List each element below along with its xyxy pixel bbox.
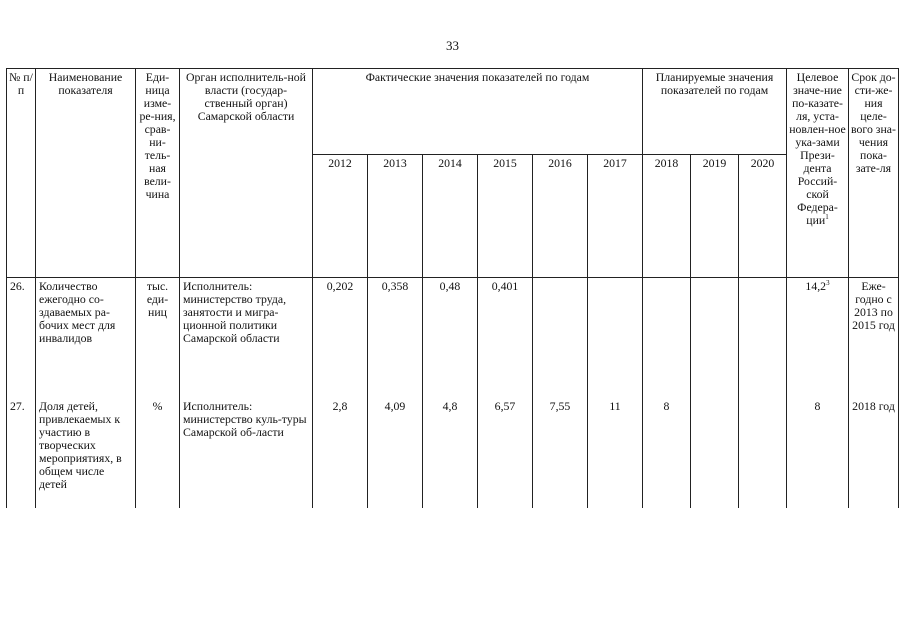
plan-value — [643, 278, 691, 399]
deadline-value: Еже-годно с 2013 по 2015 год — [849, 278, 899, 399]
year-header: 2012 — [313, 155, 368, 278]
year-header: 2018 — [643, 155, 691, 278]
plan-value — [691, 278, 739, 399]
header-deadline: Срок до-сти-же-ния целе-вого зна-чения пока-зате-ля — [849, 69, 899, 278]
header-num: № п/п — [7, 69, 36, 278]
fact-value: 0,48 — [423, 278, 478, 399]
row-name: Количество ежегодно со-здаваемых ра-бочих мест для инвалидов — [36, 278, 136, 399]
plan-value — [739, 278, 787, 399]
row-num: 26. — [7, 278, 36, 399]
year-header: 2020 — [739, 155, 787, 278]
fact-value: 0,358 — [368, 278, 423, 399]
header-name: Наименование показателя — [36, 69, 136, 278]
plan-value: 8 — [643, 398, 691, 508]
header-target-text: Целевое значе-ние по-казате-ля, уста-новлен-ное ука-зами Прези-дента Россий-ской Федера-ции — [789, 70, 846, 227]
row-num: 27. — [7, 398, 36, 508]
year-header: 2013 — [368, 155, 423, 278]
plan-value — [691, 398, 739, 508]
fact-value: 0,401 — [478, 278, 533, 399]
header-target — [787, 69, 849, 278]
target-value — [787, 278, 849, 399]
header-fact: Фактические значения показателей по годам — [313, 69, 643, 155]
fact-value: 4,8 — [423, 398, 478, 508]
fact-value: 11 — [588, 398, 643, 508]
header-organ: Орган исполнитель-ной власти (государ-ственный орган) Самарской области — [180, 69, 313, 278]
year-header: 2014 — [423, 155, 478, 278]
year-header: 2019 — [691, 155, 739, 278]
year-header: 2016 — [533, 155, 588, 278]
fact-value: 0,202 — [313, 278, 368, 399]
page-number: 33 — [446, 38, 459, 53]
fact-value: 7,55 — [533, 398, 588, 508]
header-unit: Еди-ница изме-ре-ния, срав-ни-тель-ная вели-чина — [136, 69, 180, 278]
target-footnote: 3 — [826, 279, 830, 288]
table-row — [7, 278, 899, 399]
plan-value — [739, 398, 787, 508]
header-plan: Планируемые значения показателей по годам — [643, 69, 787, 155]
row-unit: % — [136, 398, 180, 508]
row-name: Доля детей, привлекаемых к участию в творческих мероприятиях, в общем числе детей — [36, 398, 136, 508]
year-header: 2017 — [588, 155, 643, 278]
row-organ: Исполнитель: министерство труда, занятости и мигра-ционной политики Самарской области — [180, 278, 313, 399]
fact-value — [533, 278, 588, 399]
table-row — [7, 398, 899, 508]
fact-value: 2,8 — [313, 398, 368, 508]
deadline-value: 2018 год — [849, 398, 899, 508]
fact-value: 6,57 — [478, 398, 533, 508]
fact-value — [588, 278, 643, 399]
header-target-footnote: 1 — [825, 213, 829, 222]
target-value-text: 8 — [814, 399, 821, 413]
row-unit: тыс. еди-ниц — [136, 278, 180, 399]
target-value — [787, 398, 849, 508]
indicators-table — [6, 68, 899, 508]
target-value-text: 14,2 — [805, 279, 827, 293]
fact-value: 4,09 — [368, 398, 423, 508]
year-header: 2015 — [478, 155, 533, 278]
row-organ: Исполнитель: министерство куль-туры Самарской об-ласти — [180, 398, 313, 508]
